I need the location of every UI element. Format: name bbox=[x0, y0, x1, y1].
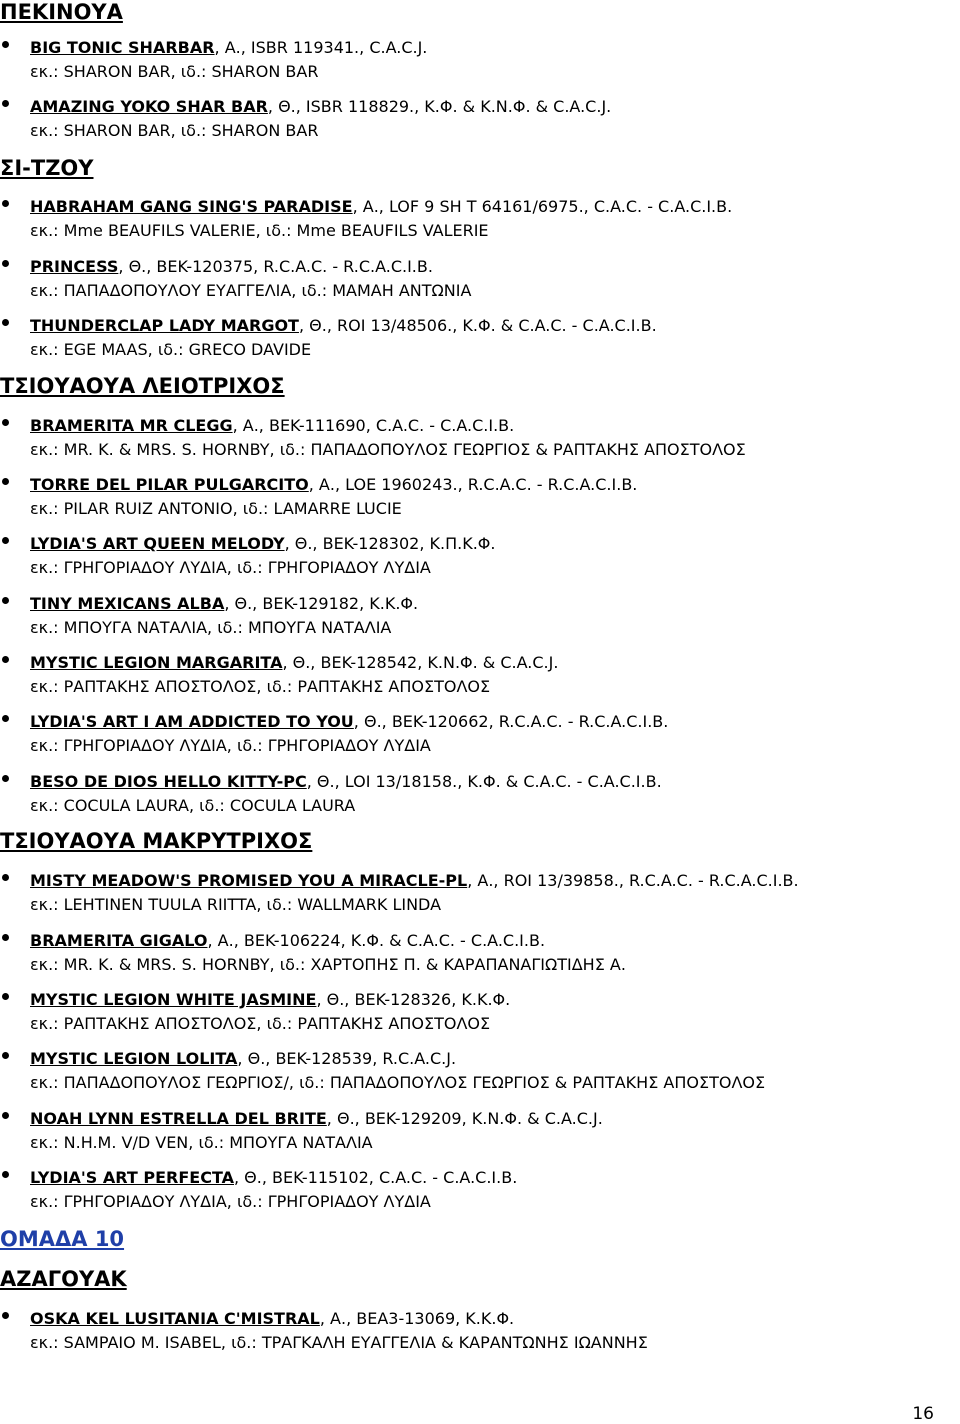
dog-details: , Α., BEK-106224, Κ.Φ. & C.A.C. - C.A.C.I.B. bbox=[207, 931, 546, 950]
dog-owners: εκ.: Mme BEAUFILS VALERIE, ιδ.: Mme BEAUFILS VALERIE bbox=[30, 221, 489, 240]
section-heading: ΤΣΙΟΥΑΟΥΑ ΛΕΙΟΤΡΙΧΟΣ bbox=[0, 374, 285, 398]
dog-details: , Θ., BEK-128326, Κ.Κ.Φ. bbox=[316, 990, 511, 1009]
entry bbox=[0, 1307, 950, 1355]
section-chihuahua-long bbox=[0, 831, 312, 852]
dog-owners: εκ.: ΓΡΗΓΟΡΙΑΔΟΥ ΛΥΔΙΑ, ιδ.: ΓΡΗΓΟΡΙΑΔΟΥ ΛΥΔΙΑ bbox=[30, 558, 431, 577]
bullet-icon bbox=[2, 1312, 9, 1319]
dog-name: OSKA KEL LUSITANIA C'MISTRAL bbox=[30, 1309, 320, 1328]
bullet-icon bbox=[2, 1052, 9, 1059]
dog-owners: εκ.: SHARON BAR, ιδ.: SHARON BAR bbox=[30, 62, 319, 81]
bullet-icon bbox=[2, 260, 9, 267]
bullet-icon bbox=[2, 934, 9, 941]
entry bbox=[0, 314, 950, 362]
entry bbox=[0, 710, 950, 758]
dog-name: BRAMERITA MR CLEGG bbox=[30, 416, 233, 435]
bullet-icon bbox=[2, 319, 9, 326]
bullet-icon bbox=[2, 478, 9, 485]
bullet-icon bbox=[2, 597, 9, 604]
dog-owners: εκ.: ΓΡΗΓΟΡΙΑΔΟΥ ΛΥΔΙΑ, ιδ.: ΓΡΗΓΟΡΙΑΔΟΥ ΛΥΔΙΑ bbox=[30, 1192, 431, 1211]
entry bbox=[0, 532, 950, 580]
dog-details: , Θ., ISBR 118829., Κ.Φ. & Κ.Ν.Φ. & C.A.C.J. bbox=[267, 97, 612, 116]
dog-name: LYDIA'S ART I AM ADDICTED TO YOU bbox=[30, 712, 354, 731]
bullet-icon bbox=[2, 656, 9, 663]
bullet-icon bbox=[2, 41, 9, 48]
dog-name: MYSTIC LEGION WHITE JASMINE bbox=[30, 990, 317, 1009]
dog-owners: εκ.: ΠΑΠΑΔΟΠΟΥΛΟΥ ΕΥΑΓΓΕΛΙΑ, ιδ.: ΜΑΜΑΗ ΑΝΤΩΝΙΑ bbox=[30, 281, 472, 300]
section-heading: ΑΖΑΓΟΥΑΚ bbox=[0, 1267, 127, 1291]
dog-details: , Θ., BEK-115102, C.A.C. - C.A.C.I.B. bbox=[234, 1168, 518, 1187]
dog-details: , Α., ISBR 119341., C.A.C.J. bbox=[214, 38, 428, 57]
bullet-icon bbox=[2, 200, 9, 207]
group-heading: ΟΜΑΔΑ 10 bbox=[0, 1227, 125, 1251]
entry bbox=[0, 95, 950, 143]
dog-name: NOAH LYNN ESTRELLA DEL BRITE bbox=[30, 1109, 327, 1128]
entry bbox=[0, 988, 950, 1036]
dog-details: , Α., BEA3-13069, Κ.Κ.Φ. bbox=[319, 1309, 515, 1328]
bullet-icon bbox=[2, 874, 9, 881]
dog-owners: εκ.: MR. K. & MRS. S. HORNBY, ιδ.: ΠΑΠΑΔΟΠΟΥΛΟΣ ΓΕΩΡΓΙΟΣ & ΡΑΠΤΑΚΗΣ ΑΠΟΣΤΟΛΟΣ bbox=[30, 440, 746, 459]
bullet-icon bbox=[2, 715, 9, 722]
dog-owners: εκ.: PILAR RUIZ ANTONIO, ιδ.: LAMARRE LUCIE bbox=[30, 499, 402, 518]
dog-details: , Θ., BEK-128539, R.C.A.C.J. bbox=[237, 1049, 457, 1068]
dog-owners: εκ.: N.H.M. V/D VEN, ιδ.: ΜΠΟΥΓΑ ΝΑΤΑΛΙΑ bbox=[30, 1133, 373, 1152]
dog-name: MYSTIC LEGION MARGARITA bbox=[30, 653, 283, 672]
dog-name: HABRAHAM GANG SING'S PARADISE bbox=[30, 197, 353, 216]
dog-owners: εκ.: LEHTINEN TUULA RIITTA, ιδ.: WALLMARK LINDA bbox=[30, 895, 442, 914]
entry bbox=[0, 36, 950, 84]
dog-details: , Θ., BEK-128542, Κ.Ν.Φ. & C.A.C.J. bbox=[282, 653, 559, 672]
dog-name: LYDIA'S ART PERFECTA bbox=[30, 1168, 234, 1187]
entry bbox=[0, 770, 950, 818]
dog-name: BRAMERITA GIGALO bbox=[30, 931, 208, 950]
bullet-icon bbox=[2, 993, 9, 1000]
bullet-icon bbox=[2, 537, 9, 544]
section-pekinoua bbox=[0, 2, 123, 23]
dog-name: MYSTIC LEGION LOLITA bbox=[30, 1049, 238, 1068]
dog-name: BESO DE DIOS HELLO KITTY-PC bbox=[30, 772, 307, 791]
dog-owners: εκ.: MR. K. & MRS. S. HORNBY, ιδ.: ΧΑΡΤΟΠΗΣ Π. & ΚΑΡΑΠΑΝΑΓΙΩΤΙΔΗΣ Α. bbox=[30, 955, 626, 974]
section-heading: ΠΕΚΙΝΟΥΑ bbox=[0, 0, 123, 24]
dog-details: , Α., BEK-111690, C.A.C. - C.A.C.I.B. bbox=[232, 416, 515, 435]
group-block bbox=[0, 1229, 124, 1250]
dog-details: , Α., LOF 9 SH T 64161/6975., C.A.C. - C.A.C.I.B. bbox=[352, 197, 733, 216]
section-heading: ΣΙ-ΤΖΟΥ bbox=[0, 156, 94, 180]
bullet-icon bbox=[2, 100, 9, 107]
dog-name: MISTY MEADOW'S PROMISED YOU A MIRACLE-PL bbox=[30, 871, 468, 890]
dog-name: TINY MEXICANS ALBA bbox=[30, 594, 225, 613]
entry bbox=[0, 592, 950, 640]
dog-owners: εκ.: COCULA LAURA, ιδ.: COCULA LAURA bbox=[30, 796, 356, 815]
bullet-icon bbox=[2, 419, 9, 426]
dog-details: , Θ., LOI 13/18158., Κ.Φ. & C.A.C. - C.A.C.I.B. bbox=[306, 772, 662, 791]
entry bbox=[0, 195, 950, 243]
section-chihuahua-smooth bbox=[0, 376, 285, 397]
dog-name: TORRE DEL PILAR PULGARCITO bbox=[30, 475, 309, 494]
section-heading: ΤΣΙΟΥΑΟΥΑ ΜΑΚΡΥΤΡΙΧΟΣ bbox=[0, 829, 313, 853]
entry bbox=[0, 414, 950, 462]
section-azawakh bbox=[0, 1269, 127, 1290]
dog-name: BIG TONIC SHARBAR bbox=[30, 38, 215, 57]
dog-owners: εκ.: ΡΑΠΤΑΚΗΣ ΑΠΟΣΤΟΛΟΣ, ιδ.: ΡΑΠΤΑΚΗΣ ΑΠΟΣΤΟΛΟΣ bbox=[30, 677, 491, 696]
dog-details: , Θ., BEK-129209, Κ.Ν.Φ. & C.A.C.J. bbox=[326, 1109, 603, 1128]
entry bbox=[0, 1166, 950, 1214]
dog-name: PRINCESS bbox=[30, 257, 119, 276]
section-si-tzou bbox=[0, 158, 94, 179]
dog-owners: εκ.: ΡΑΠΤΑΚΗΣ ΑΠΟΣΤΟΛΟΣ, ιδ.: ΡΑΠΤΑΚΗΣ ΑΠΟΣΤΟΛΟΣ bbox=[30, 1014, 491, 1033]
dog-details: , Θ., BEK-128302, Κ.Π.Κ.Φ. bbox=[284, 534, 496, 553]
dog-details: , Θ., BEK-129182, Κ.Κ.Φ. bbox=[224, 594, 419, 613]
dog-owners: εκ.: EGE MAAS, ιδ.: GRECO DAVIDE bbox=[30, 340, 312, 359]
dog-name: THUNDERCLAP LADY MARGOT bbox=[30, 316, 299, 335]
dog-details: , Θ., BEK-120375, R.C.A.C. - R.C.A.C.I.B. bbox=[118, 257, 433, 276]
entry bbox=[0, 1047, 950, 1095]
dog-name: LYDIA'S ART QUEEN MELODY bbox=[30, 534, 285, 553]
dog-owners: εκ.: ΠΑΠΑΔΟΠΟΥΛΟΣ ΓΕΩΡΓΙΟΣ/, ιδ.: ΠΑΠΑΔΟΠΟΥΛΟΣ ΓΕΩΡΓΙΟΣ & ΡΑΠΤΑΚΗΣ ΑΠΟΣΤΟΛΟΣ bbox=[30, 1073, 766, 1092]
entry bbox=[0, 651, 950, 699]
dog-owners: εκ.: ΓΡΗΓΟΡΙΑΔΟΥ ΛΥΔΙΑ, ιδ.: ΓΡΗΓΟΡΙΑΔΟΥ ΛΥΔΙΑ bbox=[30, 736, 431, 755]
dog-owners: εκ.: SHARON BAR, ιδ.: SHARON BAR bbox=[30, 121, 319, 140]
dog-details: , Α., LOE 1960243., R.C.A.C. - R.C.A.C.I.B. bbox=[308, 475, 638, 494]
entry bbox=[0, 1107, 950, 1155]
page-number: 16 bbox=[912, 1404, 934, 1424]
bullet-icon bbox=[2, 1112, 9, 1119]
entry bbox=[0, 255, 950, 303]
dog-owners: εκ.: ΜΠΟΥΓΑ ΝΑΤΑΛΙΑ, ιδ.: ΜΠΟΥΓΑ ΝΑΤΑΛΙΑ bbox=[30, 618, 392, 637]
dog-details: , Θ., BEK-120662, R.C.A.C. - R.C.A.C.I.B. bbox=[353, 712, 669, 731]
dog-details: , Θ., ROI 13/48506., Κ.Φ. & C.A.C. - C.A.C.I.B. bbox=[298, 316, 657, 335]
dog-details: , Α., ROI 13/39858., R.C.A.C. - R.C.A.C.I.B. bbox=[467, 871, 799, 890]
entry bbox=[0, 473, 950, 521]
bullet-icon bbox=[2, 1171, 9, 1178]
dog-owners: εκ.: SAMPAIO M. ISABEL, ιδ.: ΤΡΑΓΚΑΛΗ ΕΥΑΓΓΕΛΙΑ & ΚΑΡΑΝΤΩΝΗΣ ΙΩΑΝΝΗΣ bbox=[30, 1333, 648, 1352]
entry bbox=[0, 929, 950, 977]
entry bbox=[0, 869, 950, 917]
dog-name: AMAZING YOKO SHAR BAR bbox=[30, 97, 268, 116]
bullet-icon bbox=[2, 775, 9, 782]
